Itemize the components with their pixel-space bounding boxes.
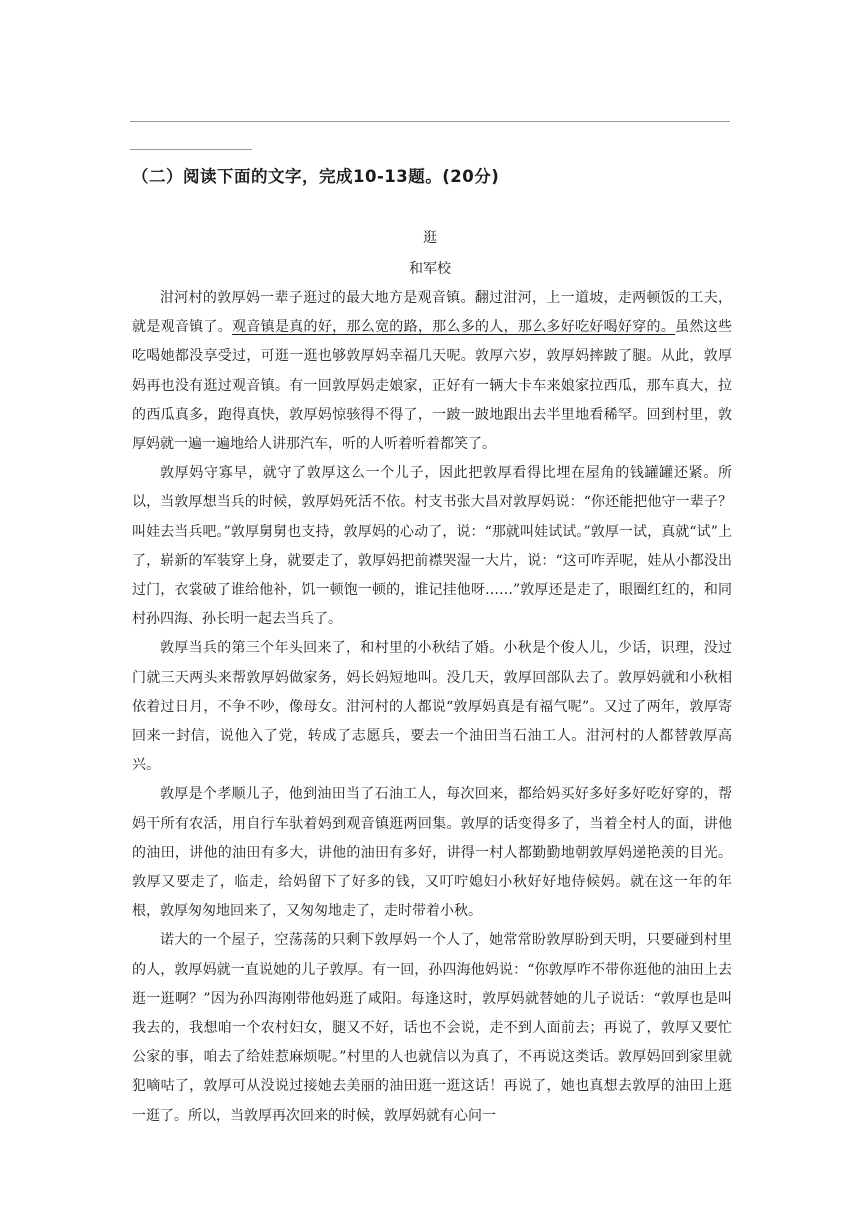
paragraph-5: 诺大的一个屋子，空荡荡的只剩下敦厚妈一个人了，她常常盼敦厚盼到天明，只要碰到村里的人，敦厚妈就一直说她的儿子敦厚。有一回，孙四海他妈说：“你敦厚咋不带你逛他的油田上去逛一逛啊？”因为孙四海刚带他妈逛了咸阳。每逢这时，敦厚妈就替她的儿子说话：“敦厚也是叫我去的，我想咱一个农村妇女，腿又不好，话也不会说，走不到人面前去；再说了，敦厚又要忙公家的事，咱去了给娃惹麻烦呢。”村里的人也就信以为真了，不再说这类话。敦厚妈回到家里就犯嘀咕了，敦厚可从没说过接她去美丽的油田逛一逛这话！再说了，她也真想去敦厚的油田上逛一逛了。所以，当敦厚再次回来的时候，敦厚妈就有心问一 (132, 932, 732, 1124)
paragraph-3: 敦厚当兵的第三个年头回来了，和村里的小秋结了婚。小秋是个俊人儿，少话，识理，没过门就三天两头来帮敦厚妈做家务，妈长妈短地叫。没几天，敦厚回部队去了。敦厚妈就和小秋相依着过日月，不争不吵，像母女。泔河村的人都说“敦厚妈真是有福气呢”。又过了两年，敦厚寄回来一封信，说他入了党，转成了志愿兵，要去一个油田当石油工人。泔河村的人都替敦厚高兴。 (132, 640, 732, 774)
paragraph-1-before: 泔河村的敦厚妈一辈子逛过的最大地方是观音镇。翻过泔河，上一道坡，走两顿饭的工夫，就是观音镇了。 (132, 290, 732, 336)
paragraph-4: 敦厚是个孝顺儿子，他到油田当了石油工人，每次回来，都给妈买好多好多好吃好穿的，帮妈干所有农活，用自行车驮着妈到观音镇逛两回集。敦厚的话变得多了，当着全村人的面，讲他的油田，讲他的油田有多大，讲他的油田有多好，讲得一村人都勤勤地朝敦厚妈递艳羡的目光。敦厚又要走了，临走，给妈留下了好多的钱，又叮咛媳妇小秋好好地侍候妈。就在这一年的年根，敦厚匆匆地回来了，又匆匆地走了，走时带着小秋。 (132, 786, 732, 920)
underlined-sentence: 观音镇是真的好，那么宽的路，那么多的人，那么多好吃好喝好穿的。 (232, 319, 676, 336)
article-author: 和军校 (409, 261, 451, 277)
article-body (132, 284, 732, 1131)
paragraph-2: 敦厚妈守寡早，就守了敦厚这么一个儿子，因此把敦厚看得比埋在屋角的钱罐罐还紧。所以，当敦厚想当兵的时候，敦厚妈死活不依。村支书张大昌对敦厚妈说：“你还能把他守一辈子？叫娃去当兵吧。”敦厚舅舅也支持，敦厚妈的心动了，说：“那就叫娃试试。”敦厚一试，真就“试”上了，崭新的军装穿上身，就要走了，敦厚妈把前襟哭湿一大片，说：“这可咋弄呢，娃从小都没出过门，衣裳破了谁给他补，饥一顿饱一顿的，谁记挂他呀……”敦厚还是走了，眼圈红红的，和同村孙四海、孙长明一起去当兵了。 (132, 465, 732, 628)
header-rule-short (130, 149, 252, 150)
header-rule (130, 121, 730, 122)
paragraph-1 (132, 284, 732, 459)
paragraph-1-after: 虽然这些吃喝她都没享受过，可逛一逛也够敦厚妈幸福几天呢。敦厚六岁，敦厚妈摔跛了腿。从此，敦厚妈再也没有逛过观音镇。有一回敦厚妈走娘家，正好有一辆大卡车来娘家拉西瓜，那车真大，拉的西瓜真多，跑得真快，敦厚妈惊骇得不得了，一跛一跛地跟出去半里地看稀罕。回到村里，敦厚妈就一遍一遍地给人讲那汽车，听的人听着听着都笑了。 (132, 319, 733, 453)
article-title: 逛 (423, 230, 437, 246)
section-heading: （二）阅读下面的文字，完成10-13题。(20分) (132, 167, 500, 186)
